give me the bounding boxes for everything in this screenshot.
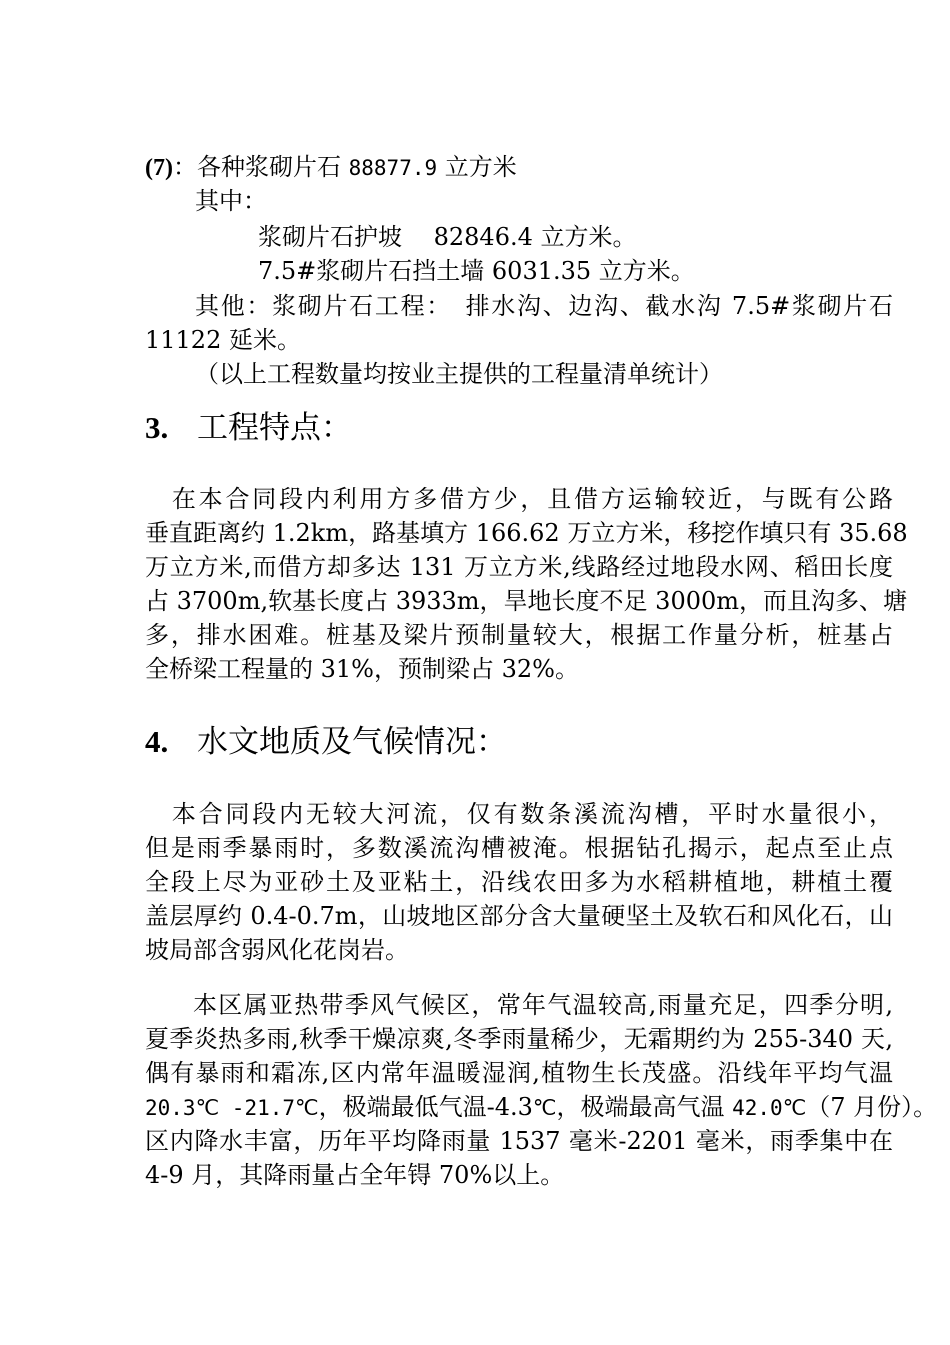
section-3-line: 多，排水困难。桩基及梁片预制量较大，根据工作量分析，桩基占 xyxy=(145,621,893,649)
item-7-value: 88877.9 xyxy=(348,156,438,180)
section-3-line: 占 3700m,软基长度占 3933m，旱地长度不足 3000m，而且沟多、塘 xyxy=(145,587,908,615)
item-7-label: (7) xyxy=(145,155,173,181)
section-3-line: 在本合同段内利用方多借方少，且借方运输较近，与既有公路 xyxy=(145,485,893,513)
section-4-paragraph-1 xyxy=(145,797,893,967)
masonry-slope-line: 浆砌片石护坡 82846.4 立方米。 xyxy=(258,223,637,251)
section-3-paragraph xyxy=(145,482,908,686)
section-4-line: 但是雨季暴雨时，多数溪流沟槽被淹。根据钻孔揭示，起点至止点 xyxy=(145,834,893,862)
section-3-line: 万立方米,而借方却多达 131 万立方米,线路经过地段水网、稻田长度 xyxy=(145,553,893,581)
temperature-text-1: ，极端最低气温-4.3 xyxy=(318,1093,533,1121)
item-7-text-suffix: 立方米 xyxy=(437,153,517,181)
other-works-line-2: 11122 延米。 xyxy=(145,326,301,354)
section-4-line: 坡局部含弱风化花岗岩。 xyxy=(145,936,409,964)
item-7-line xyxy=(145,150,517,185)
section-4-heading xyxy=(145,722,507,762)
climate-line: 夏季炎热多雨,秋季干燥凉爽,冬季雨量稀少，无霜期约为 255-340 天, xyxy=(145,1025,893,1053)
section-3-line: 垂直距离约 1.2km，路基填方 166.62 万立方米，移挖作填只有 35.68 xyxy=(145,519,908,547)
section-4-line: 本合同段内无较大河流，仅有数条溪流沟槽，平时水量很小， xyxy=(145,800,893,828)
section-4-paragraph-2 xyxy=(145,988,938,1192)
temperature-text-end: （7 月份）。 xyxy=(806,1093,938,1121)
item-7-text-prefix: 各种浆砌片石 xyxy=(196,153,349,181)
masonry-wall-line: 7.5#浆砌片石挡土墙 6031.35 立方米。 xyxy=(258,257,695,285)
degree-symbol: ℃ xyxy=(532,1096,557,1120)
section-3-number: 3. xyxy=(145,410,169,445)
climate-line: 本区属亚热带季风气候区，常年气温较高,雨量充足，四季分明, xyxy=(193,991,893,1019)
section-4-line: 全段上尽为亚砂土及亚粘土，沿线农田多为水稻耕植地，耕植土覆 xyxy=(145,868,893,896)
temperature-text-2: ，极端最高气温 xyxy=(556,1093,733,1121)
item-7-separator: ： xyxy=(172,153,197,181)
rainfall-line: 区内降水丰富，历年平均降雨量 1537 毫米-2201 毫米，雨季集中在 xyxy=(145,1127,893,1155)
section-3-title: 工程特点： xyxy=(197,410,352,446)
temperature-range: 20.3℃ -21.7℃ xyxy=(145,1096,319,1120)
climate-line: 偶有暴雨和霜冻,区内常年温暖湿润,植物生长茂盛。沿线年平均气温 xyxy=(145,1059,893,1087)
other-works-line: 其他：浆砌片石工程： 排水沟、边沟、截水沟 7.5#浆砌片石 xyxy=(195,292,893,320)
rainfall-line: 4-9 月，其降雨量占全年锝 70%以上。 xyxy=(145,1161,565,1189)
section-4-number: 4. xyxy=(145,724,169,759)
max-temperature: 42.0℃ xyxy=(732,1096,807,1120)
section-4-title: 水文地质及气候情况： xyxy=(197,724,507,760)
temperature-line xyxy=(145,1090,938,1124)
among-label: 其中： xyxy=(195,187,267,215)
quantity-note: （以上工程数量均按业主提供的工程量清单统计） xyxy=(195,360,723,388)
section-3-heading xyxy=(145,408,352,448)
section-4-line: 盖层厚约 0.4-0.7m，山坡地区部分含大量硬坚土及软石和风化石，山 xyxy=(145,902,893,930)
section-3-line: 全桥梁工程量的 31%，预制梁占 32%。 xyxy=(145,655,579,683)
